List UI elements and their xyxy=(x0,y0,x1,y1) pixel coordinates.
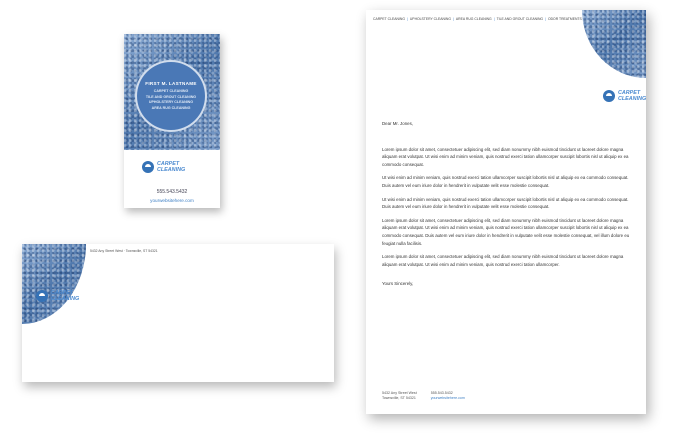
logo-text-line2: CLEANING xyxy=(618,96,646,102)
logo-text-line2: CLEANING xyxy=(157,167,186,173)
logo-text-line1: CARPET xyxy=(51,290,74,296)
card-name: FIRST M. LASTNAME xyxy=(145,81,197,86)
letter-paragraph: Lorem ipsum dolor sit amet, consectetuer adipiscing elit, sed diam nonummy nibh euismod tincidunt ut laoreet dolore magna aliquam erat volutpat. Ut wisi enim ad minim veniam, quis nostrud exerci tation ullamcorper. xyxy=(382,254,624,267)
logo-text-line2: CLEANING xyxy=(51,296,80,302)
letter-paragraph: Lorem ipsum dolor sit amet, consectetuer adipiscing elit, sed diam nonummy nibh euismod tincidunt ut laoreet dolore magna aliquam erat volutpat. Ut wisi enim ad minim veniam, quis nostrud exerci tation ullamcorper suscipit lobortis nisl ut aliquip ex ea commodo consequat. Duis autem vel eum iriure dolor in hendrerit in vulputate velit esse molestie consequat, vel illum dolore eu feugiat nulla facilisis. xyxy=(382,217,630,246)
envelope-address-line: 5432 Any Street West xyxy=(90,249,123,253)
envelope xyxy=(22,244,334,382)
card-phone: 555.543.5432 xyxy=(156,189,188,195)
card-service: UPHOLSTERY CLEANING xyxy=(148,100,194,104)
letterhead-footer xyxy=(382,391,465,401)
service-item: UPHOLSTERY CLEANING xyxy=(409,17,451,21)
envelope-logo xyxy=(36,290,79,302)
logo-text-line1: CARPET xyxy=(157,161,180,167)
card-logo xyxy=(142,161,185,173)
envelope-address-line: Townsville, ST 54321 xyxy=(125,249,158,253)
letter-body xyxy=(382,120,636,294)
card-name-badge xyxy=(135,60,207,132)
service-item: CARPET CLEANING xyxy=(373,17,405,21)
salutation: Dear Mr. Jones, xyxy=(382,121,413,126)
letter-paragraph: Ut wisi enim ad minim veniam, quis nostrud exerci tation ullamcorper suscipit lobortis nisl ut aliquip ex ea commodo consequat. Duis autem vel eum iriure dolor in hendrerit in vulputate velit esse molestie consequat. xyxy=(382,196,629,210)
card-service: TILE AND GROUT CLEANING xyxy=(145,94,197,99)
footer-website: yourwebsitehere.com xyxy=(430,396,465,400)
letterhead-texture-panel xyxy=(582,10,646,78)
logo-swirl-icon xyxy=(142,161,154,173)
service-item: AREA RUG CLEANING xyxy=(455,17,492,21)
business-card xyxy=(124,34,220,208)
closing: Yours Sincerely, xyxy=(382,281,414,287)
footer-address-line: Townsville, ST 54321 xyxy=(382,396,416,400)
card-service: CARPET CLEANING xyxy=(153,89,189,93)
card-website: yourwebsitehere.com xyxy=(150,198,194,203)
envelope-texture-panel xyxy=(22,244,86,324)
letter-paragraph: Ut wisi enim ad minim veniam, quis nostrud exerci tation ullamcorper suscipit lobortis nisl ut aliquip ex ea commodo consequat. Duis autem vel eum iriure dolor in hendrerit in vulputate velit esse molestie consequat. xyxy=(382,175,629,188)
letter-paragraph: Lorem ipsum dolor sit amet, consectetuer adipiscing elit, sed diam nonummy nibh euismod tincidunt ut laoreet dolore magna aliquam erat volutpat. Ut wisi enim ad minim veniam, quis nostrud exerci tation ullamcorper suscipit lobortis nisl ut aliquip ex ea commodo consequat. xyxy=(382,146,629,167)
service-item: ODOR TREATMENTS xyxy=(547,17,582,21)
logo-swirl-icon xyxy=(36,290,48,302)
card-service: AREA RUG CLEANING xyxy=(151,105,191,110)
footer-address-line: 5432 Any Street West xyxy=(382,391,417,395)
envelope-return-address: 5432 Any Street West · Townsville, ST 54321 xyxy=(90,249,158,253)
letterhead-service-list: CARPET CLEANING | UPHOLSTERY CLEANING | AREA RUG CLEANING | TILE AND GROUT CLEANING | ODOR TREATMENTS xyxy=(373,17,582,21)
letterhead-logo xyxy=(603,90,646,102)
logo-swirl-icon xyxy=(603,90,615,102)
letterhead xyxy=(366,10,646,414)
footer-phone: 555.543.5432 xyxy=(430,391,453,395)
logo-text-line1: CARPET xyxy=(618,90,641,96)
service-item: TILE AND GROUT CLEANING xyxy=(496,17,544,21)
